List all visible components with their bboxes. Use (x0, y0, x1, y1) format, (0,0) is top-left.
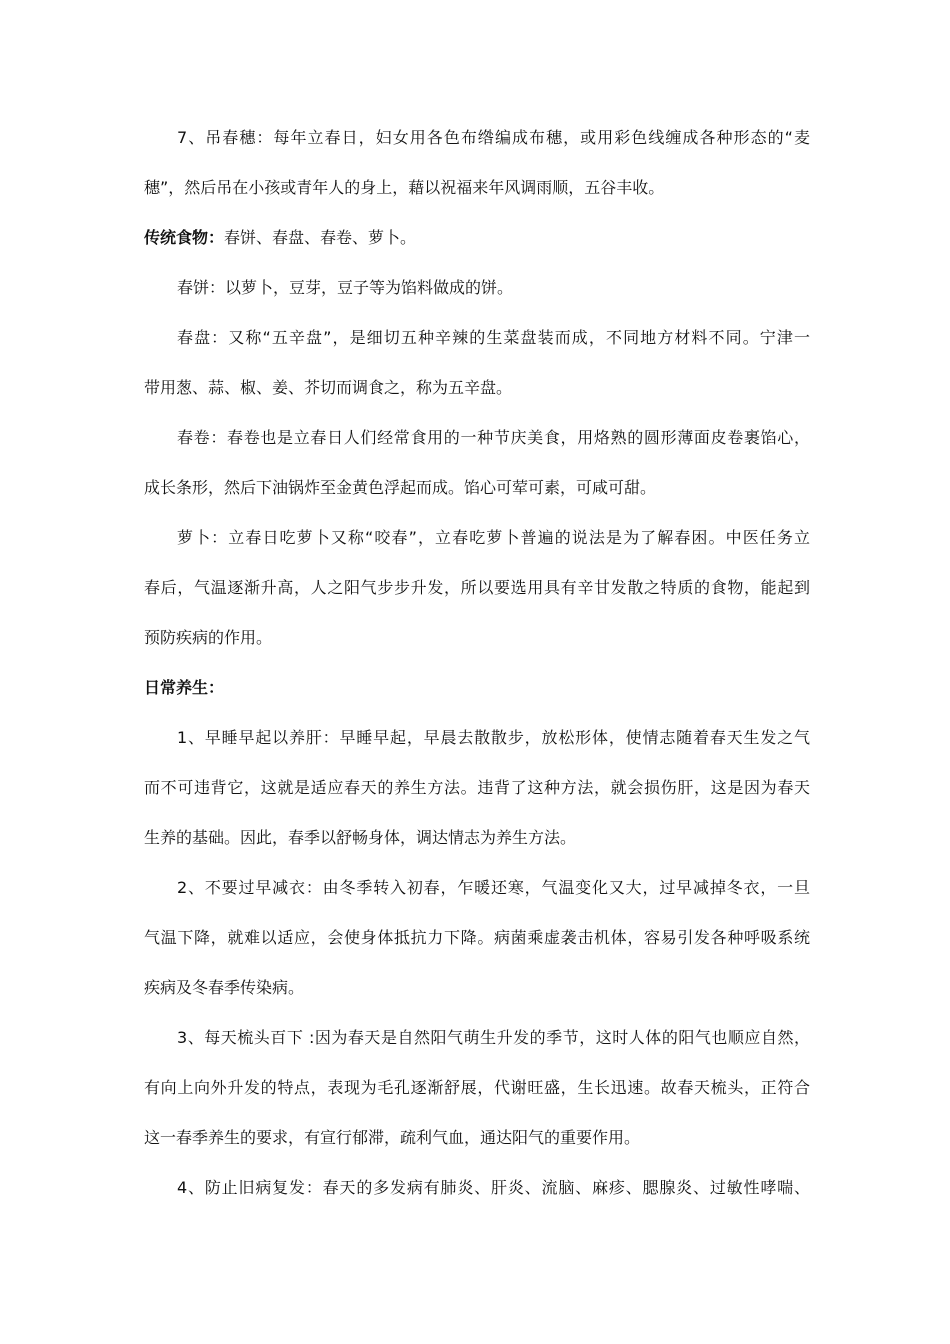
paragraph-line: 这一春季养生的要求，有宣行郁滞，疏利气血，通达阳气的重要作用。 (144, 1128, 641, 1147)
paragraph-line: 成长条形，然后下油锅炸至金黄色浮起而成。馅心可荤可素，可咸可甜。 (144, 478, 657, 497)
paragraph-line: 春饼：以萝卜，豆芽，豆子等为馅料做成的饼。 (177, 278, 514, 297)
paragraph-line: 而不可违背它，这就是适应春天的养生方法。违背了这种方法，就会损伤肝，这是因为春天 (144, 778, 810, 797)
paragraph-line: 气温下降，就难以适应，会使身体抵抗力下降。病菌乘虚袭击机体，容易引发各种呼吸系统 (144, 928, 810, 947)
paragraph-line: 预防疾病的作用。 (144, 628, 273, 647)
paragraph-line: 生养的基础。因此，春季以舒畅身体，调达情志为养生方法。 (144, 828, 577, 847)
paragraph-line: 穗”，然后吊在小孩或青年人的身上，藉以祝福来年风调雨顺，五谷丰收。 (144, 178, 665, 197)
paragraph-line: 春卷：春卷也是立春日人们经常食用的一种节庆美食，用烙熟的圆形薄面皮卷裹馅心， (177, 428, 810, 447)
section-line (144, 228, 810, 248)
section-text: 春饼、春盘、春卷、萝卜。 (224, 228, 417, 247)
paragraph-line: 1、早睡早起以养肝：早睡早起，早晨去散散步，放松形体，使情志随着春天生发之气 (177, 728, 810, 747)
paragraph-line: 春后，气温逐渐升高，人之阳气步步升发，所以要选用具有辛甘发散之特质的食物，能起到 (144, 578, 810, 597)
section-heading: 日常养生： (144, 678, 225, 697)
paragraph-line: 萝卜：立春日吃萝卜又称“咬春”，立春吃萝卜普遍的说法是为了解春困。中医任务立 (177, 528, 810, 547)
paragraph-line: 3、每天梳头百下 :因为春天是自然阳气萌生升发的季节，这时人体的阳气也顺应自然， (177, 1028, 810, 1047)
section-heading: 传统食物： (144, 228, 225, 247)
paragraph-line: 有向上向外升发的特点，表现为毛孔逐渐舒展，代谢旺盛，生长迅速。故春天梳头，正符合 (144, 1078, 810, 1097)
paragraph-line: 4、防止旧病复发：春天的多发病有肺炎、肝炎、流脑、麻疹、腮腺炎、过敏性哮喘、 (177, 1178, 810, 1197)
paragraph-line: 2、不要过早减衣：由冬季转入初春，乍暖还寒，气温变化又大，过早减掉冬衣，一旦 (177, 878, 810, 897)
paragraph-line: 7、吊春穗：每年立春日，妇女用各色布绺编成布穗，或用彩色线缠成各种形态的“麦 (177, 128, 810, 147)
paragraph-line: 带用葱、蒜、椒、姜、芥切而调食之，称为五辛盘。 (144, 378, 513, 397)
paragraph-line: 春盘：又称“五辛盘”，是细切五种辛辣的生菜盘装而成，不同地方材料不同。宁津一 (177, 328, 810, 347)
paragraph-line: 疾病及冬春季传染病。 (144, 978, 305, 997)
